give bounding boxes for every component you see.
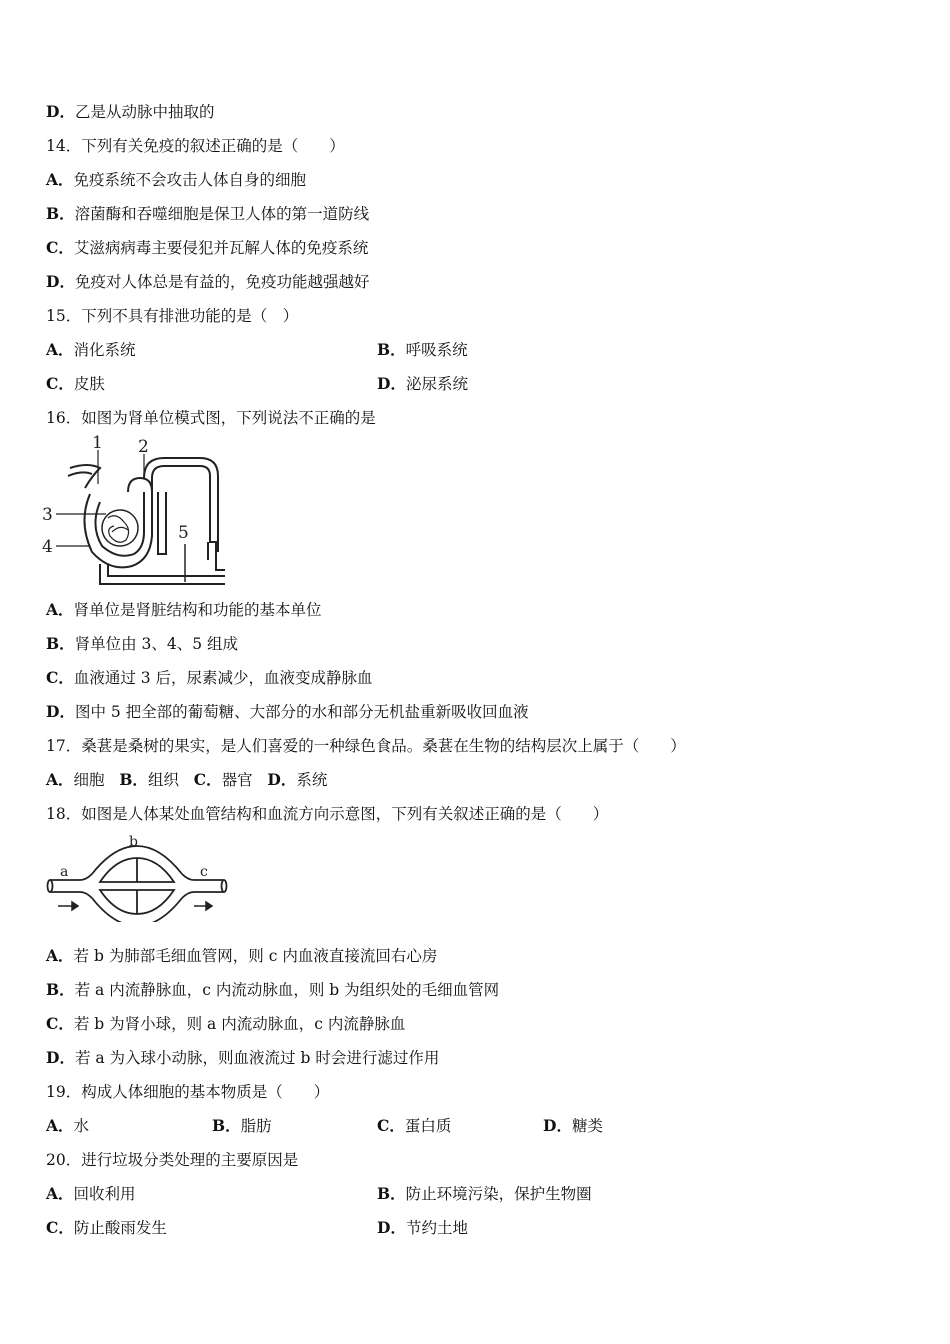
option-text: 回收利用: [73, 1185, 136, 1203]
q19-option-a: [46, 1116, 89, 1136]
q17-options: [46, 770, 327, 790]
q18-option-d: [46, 1048, 439, 1068]
option-letter: D．: [46, 1048, 75, 1067]
option-text: 肾单位由 3、4、5 组成: [74, 635, 239, 653]
option-text: 艾滋病病毒主要侵犯并瓦解人体的免疫系统: [73, 239, 369, 257]
option-letter: D．: [377, 374, 406, 393]
option-text: 溶菌酶和吞噬细胞是保卫人体的第一道防线: [74, 205, 370, 223]
option-text: 脂肪: [240, 1117, 272, 1135]
q16-option-a: [46, 600, 322, 620]
option-text: 糖类: [571, 1117, 603, 1135]
diagram-label-a: a: [60, 864, 69, 880]
option-letter: C．: [46, 1218, 74, 1237]
blood-vessel-diagram: [44, 834, 229, 922]
q16-stem: 16．如图为肾单位模式图，下列说法不正确的是: [46, 409, 376, 427]
q19-option-d: [543, 1116, 603, 1136]
diagram-label-1: 1: [92, 433, 103, 453]
option-letter: C．: [46, 238, 74, 257]
q15-option-c: [46, 374, 105, 394]
option-text: 呼吸系统: [405, 341, 468, 359]
option-text: 若 a 内流静脉血，c 内流动脉血，则 b 为组织处的毛细血管网: [74, 981, 500, 999]
option-letter: D．: [543, 1116, 572, 1135]
option-text: 血液通过 3 后，尿素减少，血液变成静脉血: [73, 669, 373, 687]
q15-option-d: [377, 374, 468, 394]
option-text: 皮肤: [73, 375, 105, 393]
q14-option-a: [46, 170, 306, 190]
nephron-diagram: [40, 432, 225, 592]
diagram-label-2: 2: [138, 437, 149, 457]
option-letter: C．: [46, 668, 74, 687]
q18-option-b: [46, 980, 499, 1000]
q20-option-c: [46, 1218, 167, 1238]
option-letter: A．: [46, 1116, 74, 1135]
q14-option-b: [46, 204, 369, 224]
option-text: 系统: [296, 771, 328, 789]
option-letter: B．: [119, 770, 148, 789]
option-letter: B．: [377, 1184, 406, 1203]
diagram-label-4: 4: [42, 537, 53, 557]
option-text: 若 a 为入球小动脉，则血液流过 b 时会进行滤过作用: [74, 1049, 440, 1067]
option-letter: A．: [46, 770, 74, 789]
q14-option-c: [46, 238, 368, 258]
option-letter: D．: [267, 770, 297, 789]
option-text: 免疫系统不会攻击人体自身的细胞: [73, 171, 307, 189]
q20-stem: 20．进行垃圾分类处理的主要原因是: [46, 1151, 299, 1169]
option-letter: C．: [377, 1116, 405, 1135]
diagram-label-5: 5: [178, 523, 189, 543]
option-letter: A．: [46, 340, 74, 359]
option-letter: B．: [46, 980, 75, 999]
option-text: 肾单位是肾脏结构和功能的基本单位: [73, 601, 322, 619]
q15-option-b: [377, 340, 468, 360]
q20-option-b: [377, 1184, 592, 1204]
option-text: 蛋白质: [404, 1117, 452, 1135]
q16-option-d: [46, 702, 529, 722]
option-letter: A．: [46, 170, 74, 189]
option-text: 若 b 为肾小球，则 a 内流动脉血，c 内流静脉血: [73, 1015, 406, 1033]
option-text: 消化系统: [73, 341, 136, 359]
diagram-label-3: 3: [42, 505, 53, 525]
option-text: 泌尿系统: [405, 375, 468, 393]
q20-option-a: [46, 1184, 136, 1204]
q15-stem: 15．下列不具有排泄功能的是（ ）: [46, 307, 299, 325]
option-letter: A．: [46, 600, 74, 619]
option-letter: A．: [46, 1184, 74, 1203]
option-letter: C．: [193, 770, 222, 789]
option-letter: B．: [46, 204, 75, 223]
option-letter: D．: [377, 1218, 406, 1237]
option-text: 图中 5 把全部的葡萄糖、大部分的水和部分无机盐重新吸收回血液: [74, 703, 529, 721]
diagram-label-c: c: [200, 864, 208, 880]
diagram-label-b: b: [129, 834, 138, 850]
option-letter: D．: [46, 102, 75, 121]
option-text: 细胞: [73, 771, 105, 789]
q14-stem: 14．下列有关免疫的叙述正确的是（ ）: [46, 137, 345, 155]
option-text: 节约土地: [405, 1219, 468, 1237]
q16-option-b: [46, 634, 238, 654]
option-letter: B．: [212, 1116, 241, 1135]
q20-option-d: [377, 1218, 468, 1238]
option-text: 免疫对人体总是有益的，免疫功能越强越好: [74, 273, 370, 291]
option-letter: D．: [46, 272, 75, 291]
q19-stem: 19．构成人体细胞的基本物质是（ ）: [46, 1083, 330, 1101]
q18-stem: 18．如图是人体某处血管结构和血流方向示意图，下列有关叙述正确的是（ ）: [46, 805, 609, 823]
option-text: 若 b 为肺部毛细血管网，则 c 内血液直接流回右心房: [73, 947, 438, 965]
q16-option-c: [46, 668, 373, 688]
q18-option-c: [46, 1014, 405, 1034]
q18-option-a: [46, 946, 437, 966]
q14-option-d: [46, 272, 369, 292]
option-letter: B．: [46, 634, 75, 653]
q19-option-c: [377, 1116, 451, 1136]
option-letter: C．: [46, 374, 74, 393]
option-text: 乙是从动脉中抽取的: [74, 103, 215, 121]
q17-stem: 17．桑葚是桑树的果实，是人们喜爱的一种绿色食品。桑葚在生物的结构层次上属于（ ）: [46, 737, 686, 755]
q15-option-a: [46, 340, 136, 360]
option-text: 器官: [221, 771, 253, 789]
option-letter: B．: [377, 340, 406, 359]
option-text: 水: [73, 1117, 90, 1135]
prev-option-d: [46, 102, 214, 122]
q19-option-b: [212, 1116, 272, 1136]
option-text: 防止酸雨发生: [73, 1219, 167, 1237]
option-text: 组织: [147, 771, 179, 789]
option-letter: A．: [46, 946, 74, 965]
option-letter: D．: [46, 702, 75, 721]
option-text: 防止环境污染，保护生物圈: [405, 1185, 592, 1203]
option-letter: C．: [46, 1014, 74, 1033]
